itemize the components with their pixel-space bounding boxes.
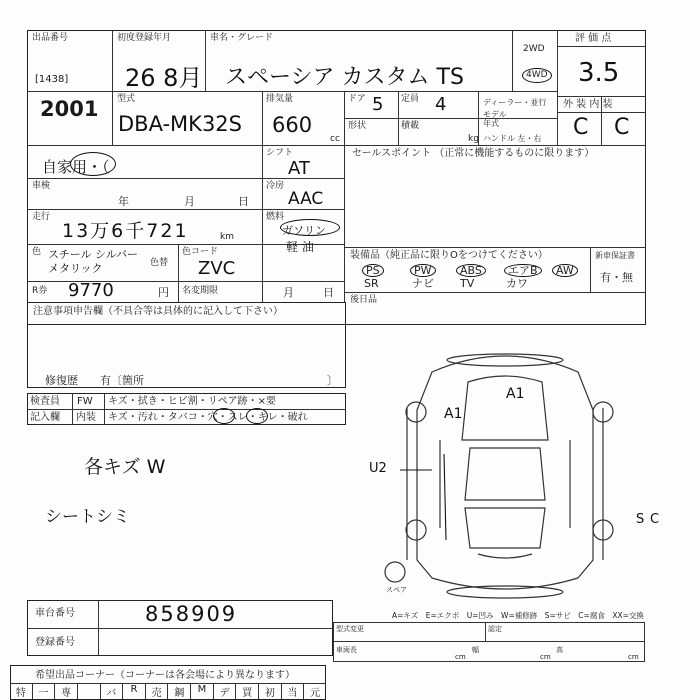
row-divider <box>27 628 333 629</box>
repair-history-label: 修復歴 有〔箇所 <box>45 374 144 387</box>
mod-name-label: 型式変更 <box>336 625 364 633</box>
row-divider <box>333 641 645 642</box>
inspection-year-label: 年 <box>118 195 129 208</box>
wish-cell[interactable]: 買 <box>236 684 259 700</box>
drive-2wd-label: 2WD <box>523 44 545 54</box>
reg-no-label: 登録番号 <box>35 637 75 648</box>
equip-airbag: エアB <box>504 264 542 277</box>
lot-number: 2001 <box>40 97 99 121</box>
car-name-value: スペーシア カスタム TS <box>225 65 464 90</box>
ownership-value: 自家用・（ <box>42 158 110 176</box>
exterior-interior-label: 外 装 内 装 <box>563 99 613 110</box>
spare-label: スペア <box>386 586 407 594</box>
notes-title: 注意事項申告欄（不具合等は具体的に記入して下さい） <box>33 306 283 317</box>
drive-4wd-label: 4WD <box>522 68 552 83</box>
shift-label: シフト <box>266 148 294 158</box>
warranty-options: 有・無 <box>600 271 633 284</box>
damage-legend: A=キズ E=エクボ U=凹み W=補修跡 S=サビ C=腐食 XX=交換 <box>392 611 644 620</box>
car-name-label: 車名・グレード <box>210 33 274 43</box>
wish-cell[interactable]: バ <box>101 684 124 700</box>
wish-cell[interactable]: 初 <box>259 684 282 700</box>
height-unit: cm <box>628 653 639 661</box>
record-label: 記入欄 <box>30 412 60 423</box>
ac-value: AAC <box>288 189 324 209</box>
inspection-month-label: 月 <box>184 195 195 208</box>
auction-tag: [1438] <box>35 74 69 85</box>
wish-cell[interactable]: デ <box>214 684 237 700</box>
equip-tv: TV <box>460 277 475 290</box>
km-label: km <box>220 232 234 242</box>
color-value: スチール シルバーメタリック <box>48 248 139 275</box>
grade-points-label: 評 価 点 <box>575 33 612 44</box>
interior-grade: C <box>614 115 630 140</box>
wish-corner-label: 希望出品コーナー（コーナーは各会場により異なります） <box>35 670 295 681</box>
wish-cell[interactable]: 当 <box>282 684 305 700</box>
repaint-label: 色替 <box>150 258 169 268</box>
approval-label: 認定 <box>488 625 502 633</box>
length-label: 車両長 <box>336 646 357 654</box>
mileage-label: 走行 <box>32 212 51 222</box>
wish-cell[interactable]: 特 <box>10 684 33 700</box>
wish-cell[interactable]: M <box>191 684 214 700</box>
wish-cell[interactable]: 鋼 <box>168 684 191 700</box>
model-label: 型式 <box>117 94 136 104</box>
damage-roof: A1 <box>506 386 525 402</box>
equip-aw: AW <box>552 264 578 277</box>
col-divider <box>98 600 99 656</box>
width-unit: cm <box>540 653 551 661</box>
wish-row <box>10 684 326 700</box>
color-code-value: ZVC <box>198 258 236 279</box>
length-unit: cm <box>455 653 466 661</box>
dealer-label: ディーラー・並行 <box>483 98 547 107</box>
first-reg-value: 26 8月 <box>125 64 203 92</box>
ac-label: 冷房 <box>266 181 285 191</box>
rear-date-label: 後日品 <box>350 295 378 305</box>
load-label: 積載 <box>401 121 420 131</box>
displacement-label: 排気量 <box>266 94 294 104</box>
fuel-label: 燃料 <box>266 212 285 222</box>
capacity-label: 定員 <box>401 94 420 104</box>
equip-ps: PS <box>362 264 384 277</box>
new-warranty-label: 新車保証書 <box>595 251 635 260</box>
name-change-month: 月 <box>283 286 294 299</box>
doors-value: 5 <box>372 94 384 115</box>
recycle-value: 9770 <box>68 280 114 301</box>
cc-label: cc <box>330 134 340 144</box>
recycle-label: R券 <box>32 286 48 296</box>
yen-label: 円 <box>158 286 169 299</box>
width-label: 幅 <box>472 646 479 654</box>
inspection-day-label: 日 <box>238 195 249 208</box>
repair-bracket-close: 〕 <box>327 374 338 387</box>
equip-navi: ナビ <box>412 277 434 290</box>
model-value: DBA-MK32S <box>118 112 243 136</box>
fw-items: キズ・拭き・ヒビ割・リペア跡・×要 <box>108 396 276 407</box>
wish-cell[interactable]: 専 <box>55 684 78 700</box>
displacement-value: 660 <box>272 113 313 137</box>
interior-label: 内装 <box>76 412 96 423</box>
model-year-label: モデル年式 <box>483 110 507 128</box>
first-reg-label: 初度登録年月 <box>117 33 172 43</box>
handle-label: ハンドル 左・右 <box>483 134 542 143</box>
score-value: 3.5 <box>578 58 620 88</box>
inspection-label: 車検 <box>32 181 51 191</box>
wish-cell[interactable] <box>78 684 101 700</box>
fuel-value: ガソリン <box>282 224 326 237</box>
damage-side-left: U2 <box>369 461 387 476</box>
wish-cell[interactable]: R <box>123 684 146 700</box>
note-line-2: シートシミ <box>45 507 130 527</box>
doors-label: ドア <box>348 94 366 104</box>
shape-label: 形状 <box>348 121 367 131</box>
color-label: 色 <box>32 247 42 257</box>
equip-pw: PW <box>410 264 436 277</box>
wish-cell[interactable]: 一 <box>33 684 56 700</box>
equip-sr: SR <box>364 277 379 290</box>
kg-label: kg <box>468 134 479 144</box>
equip-abs: ABS <box>456 264 486 277</box>
wish-cell[interactable]: 売 <box>146 684 169 700</box>
interior-items: キズ・汚れ・タバコ・穴・スレ・キレ・破れ <box>108 412 308 423</box>
color-code-label: 色コード <box>182 247 219 257</box>
damage-code-c: C <box>650 512 660 527</box>
mileage-value: 13万6千721 <box>62 220 189 242</box>
fuel-diesel: 軽 油 <box>286 240 314 254</box>
chassis-label: 車台番号 <box>35 608 75 619</box>
sales-points-label: セールスポイント （正常に機能するものに限ります） <box>352 148 595 159</box>
exterior-grade: C <box>573 115 589 140</box>
equipment-label: 装備品（純正品に限りOをつけてください） <box>350 250 548 261</box>
note-line-1: 各キズ W <box>84 456 166 478</box>
equip-leather: カワ <box>506 277 528 290</box>
lot-no-label: 出品番号 <box>32 33 69 43</box>
inspector-label: 検査員 <box>30 396 60 407</box>
chassis-value: 858909 <box>145 602 238 626</box>
capacity-value: 4 <box>435 94 447 115</box>
col-divider <box>485 622 486 641</box>
damage-rear-right: S <box>636 512 645 527</box>
name-change-label: 名変期限 <box>182 286 219 296</box>
wish-cell[interactable]: 元 <box>310 688 321 699</box>
height-label: 高 <box>556 646 563 654</box>
shift-value: AT <box>288 158 310 179</box>
fw-label: FW <box>77 396 93 407</box>
name-change-day: 日 <box>323 286 334 299</box>
damage-front-left: A1 <box>444 406 463 422</box>
